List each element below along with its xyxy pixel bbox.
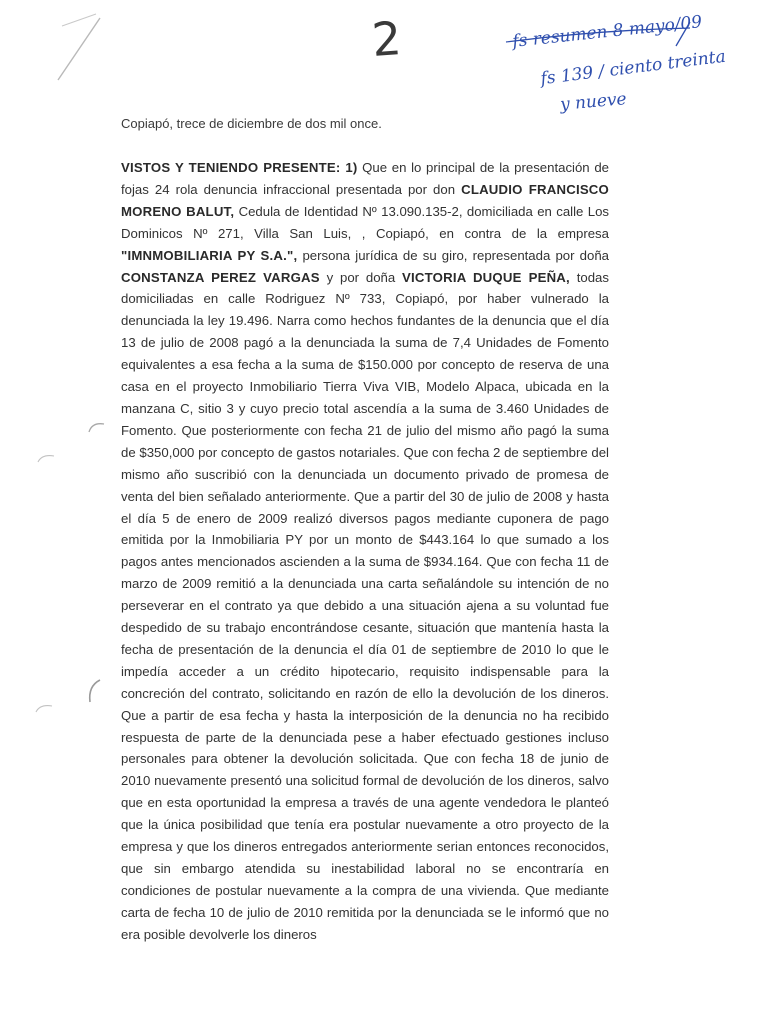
body-text-run: persona jurídica de su giro, representada por doña bbox=[297, 247, 609, 263]
margin-hole-mark bbox=[34, 700, 56, 720]
margin-hole-mark bbox=[86, 418, 110, 442]
representative-name: VICTORIA DUQUE PEÑA, bbox=[402, 269, 570, 285]
body-text-run: Que en lo principal de la presentación de fojas 24 rola denuncia infraccional presentada por don bbox=[121, 160, 609, 197]
lead-heading: VISTOS Y TENIENDO PRESENTE: 1) bbox=[121, 160, 358, 175]
representative-name: CONSTANZA PEREZ VARGAS bbox=[121, 269, 320, 285]
date-line: Copiapó, trece de diciembre de dos mil once. bbox=[121, 116, 382, 131]
body-text-run: todas domiciliadas en calle Rodriguez Nº 733, Copiapó, por haber vulnerado la denunciada la ley 19.496. Narra como hechos fundantes de la denuncia que el día 13 de julio de 2008 pagó a la denunciada la suma de 7,4 Unidades de Fomento equivalentes a esa fecha a la suma de $150.000 por concepto de reserva de una casa en el proyecto Inmobiliario Tierra Viva VIB, Modelo Alpaca, ubicada en la manzana C, sitio 3 y cuyo precio total ascendía a la suma de 3.460 Unidades de Fomento. Que posteriormente con fecha 21 de julio del mismo año pagó la suma de $350,000 por concepto de gastos notariales. Que con fecha 2 de septiembre del mismo año suscribió con la denunciada un documento privado de promesa de venta del bien señalado anteriormente. Que a partir del 30 de julio de 2008 y hasta el día 5 de enero de 2009 realizó diversos pagos mediante cuponera de pago emitida por la Inmobiliaria PY por un monto de $443.164 lo que sumado a los pagos antes mencionados ascienden a la suma de $934.164. Que con fecha 11 de marzo de 2009 remitió a la denunciada una carta señalándole su intención de no perseverar en el contrato ya que debido a una situación ajena a su voluntad fue despedido de su trabajo encontrándose cesante, situación que mantenía hasta la fecha de presentación de la denuncia el día 01 de septiembre de 2010 lo que le impedía acceder a un crédito hipotecario, requisito indispensable para la concreción del contrato, solicitando en razón de ello la devolución de los dineros. Que a partir de esa fecha y hasta la interposición de la denuncia no ha recibido respuesta de parte de la denunciada pese a haber efectuado gestiones incluso personales para obtener la devolución solicitada. Que con fecha 18 de junio de 2010 nuevamente presentó una solicitud formal de devolución de los dineros, salvo que en esta oportunidad la empresa a través de una agente vendedora le planteó que la única posibilidad que tenía era postular nuevamente a otro proyecto de la empresa y que los dineros entregados anteriormente serian entonces reconocidos, que sin embargo atendida su inestabilidad laboral no se encontraría en condiciones de postular nuevamente a la compra de una vivienda. Que mediante carta de fecha 10 de julio de 2010 remitida por la denunciada se le informó que no era posible devolverle los dineros bbox=[121, 269, 609, 942]
margin-hole-mark bbox=[84, 676, 108, 706]
handwritten-annotation: fs 139 / ciento treinta bbox=[539, 46, 727, 90]
company-name: "IMNMOBILIARIA PY S.A.", bbox=[121, 247, 298, 263]
body-paragraph bbox=[121, 157, 609, 946]
body-text-run: Cedula de Identidad Nº 13.090.135-2, domiciliada en calle Los Dominicos Nº 271, Villa San Luis, , Copiapó, en contra de la empresa bbox=[121, 203, 609, 241]
body-text-run: y por doña bbox=[319, 269, 403, 285]
handwritten-annotation: fs resumen 8 mayo/09 bbox=[511, 12, 704, 52]
page-number: 2 bbox=[370, 11, 404, 67]
margin-hole-mark bbox=[36, 450, 58, 470]
claimant-name: CLAUDIO FRANCISCO MORENO BALUT, bbox=[121, 181, 609, 219]
handwritten-annotation: y nueve bbox=[559, 89, 628, 115]
